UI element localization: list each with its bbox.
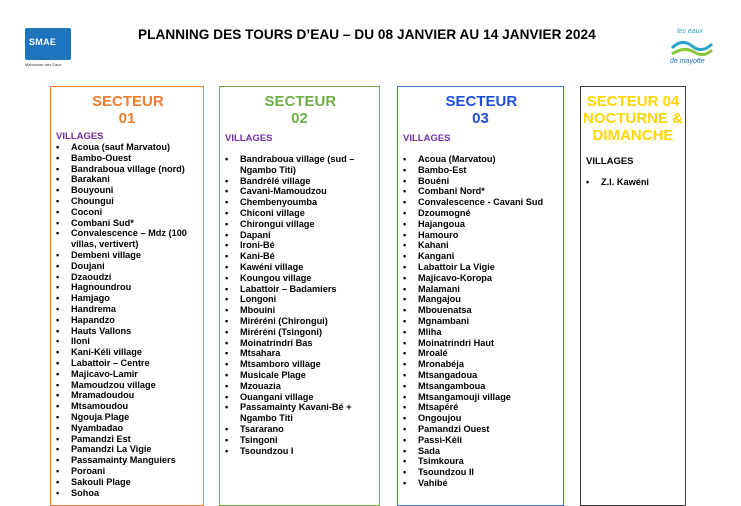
- village-name: Handrema: [71, 303, 116, 314]
- village-item: [220, 381, 379, 392]
- bullet-icon: •: [56, 142, 60, 152]
- bullet-icon: •: [225, 434, 229, 445]
- village-name: Mramadoudou: [71, 390, 135, 401]
- village-name: Kani-Kéli village: [71, 347, 142, 358]
- bullet-icon: •: [56, 476, 60, 487]
- village-item: [51, 358, 203, 369]
- bullet-icon: •: [225, 305, 229, 316]
- village-item: [51, 218, 203, 229]
- village-list: [581, 177, 685, 188]
- village-item: [398, 284, 563, 295]
- bullet-icon: •: [56, 444, 60, 455]
- bullet-icon: •: [403, 423, 407, 434]
- village-name: Barakani: [71, 174, 110, 185]
- village-list: [398, 154, 563, 489]
- village-item: [51, 347, 203, 358]
- village-name: Mtsangadoua: [418, 369, 478, 380]
- bullet-icon: •: [403, 218, 407, 229]
- bullet-icon: •: [56, 433, 60, 444]
- bullet-icon: •: [403, 294, 407, 305]
- bullet-icon: •: [403, 391, 407, 402]
- village-name: Musicale Plage: [240, 369, 306, 380]
- bullet-icon: •: [225, 186, 229, 197]
- bullet-icon: •: [56, 347, 60, 358]
- village-item: [398, 294, 563, 305]
- village-name: Acoua (Marvatou): [418, 154, 496, 164]
- village-item: [220, 186, 379, 197]
- bullet-icon: •: [56, 336, 60, 347]
- bullet-icon: •: [56, 422, 60, 433]
- village-name: Cavani-Mamoudzou: [240, 186, 327, 197]
- logo-text-top: les eaux: [677, 28, 704, 35]
- bullet-icon: •: [225, 391, 229, 402]
- sector-02-column: [219, 86, 380, 506]
- village-name: Pamandzi La Vigie: [71, 444, 152, 455]
- bullet-icon: •: [403, 315, 407, 326]
- village-item: [220, 294, 379, 305]
- bullet-icon: •: [56, 455, 60, 466]
- village-name: Mbouini: [240, 305, 276, 316]
- bullet-icon: •: [403, 197, 407, 208]
- village-item: [51, 164, 203, 175]
- bullet-icon: •: [225, 229, 229, 240]
- village-item: [220, 273, 379, 284]
- village-name: Chiconi village: [240, 207, 305, 218]
- village-item: [220, 424, 379, 435]
- village-name: Sakouli Plage: [71, 476, 131, 487]
- village-item: [51, 336, 203, 347]
- village-item: [51, 196, 203, 207]
- village-item: [398, 262, 563, 273]
- sector-04-column: [580, 86, 686, 506]
- bullet-icon: •: [56, 487, 60, 498]
- village-item: [398, 230, 563, 241]
- villages-label: VILLAGES: [403, 133, 451, 144]
- village-name: Dembeni village: [71, 249, 141, 260]
- page-title: PLANNING DES TOURS D’EAU – DU 08 JANVIER AU 14 JANVIER 2024: [138, 27, 596, 42]
- bullet-icon: •: [225, 359, 229, 370]
- bullet-icon: •: [225, 402, 229, 413]
- village-item: [398, 348, 563, 359]
- village-name: Mroalé: [418, 348, 448, 359]
- village-name: Kangani: [418, 251, 455, 262]
- village-item: [51, 401, 203, 412]
- village-name: Tsimkoura: [418, 456, 464, 467]
- bullet-icon: •: [403, 186, 407, 197]
- bullet-icon: •: [56, 303, 60, 314]
- village-item: [51, 207, 203, 218]
- bullet-icon: •: [225, 294, 229, 305]
- bullet-icon: •: [56, 174, 60, 185]
- bullet-icon: •: [403, 359, 407, 370]
- bullet-icon: •: [225, 251, 229, 262]
- village-name: Mangajou: [418, 294, 461, 305]
- village-name: Z.I. Kawéni: [601, 177, 649, 187]
- village-item: [398, 154, 563, 165]
- village-name: Ongoujou: [418, 413, 462, 424]
- bullet-icon: •: [56, 185, 60, 196]
- village-item: [398, 338, 563, 349]
- bullet-icon: •: [225, 175, 229, 186]
- village-item: [220, 316, 379, 327]
- sector-title: SECTEUR 04 NOCTURNE & DIMANCHE: [583, 93, 683, 144]
- bullet-icon: •: [403, 456, 407, 467]
- village-name: Ironi-Bé: [240, 240, 275, 251]
- bullet-icon: •: [225, 261, 229, 272]
- bullet-icon: •: [225, 272, 229, 283]
- sector-01-column: [50, 86, 204, 506]
- village-item: [398, 197, 563, 208]
- village-item: [220, 284, 379, 295]
- village-name: Combani Sud*: [71, 217, 134, 228]
- bullet-icon: •: [56, 325, 60, 336]
- village-name: Tsoundzou I: [240, 445, 294, 456]
- village-name: Kahani: [418, 240, 449, 251]
- village-item: [398, 456, 563, 467]
- village-name: Poroani: [71, 465, 106, 476]
- bullet-icon: •: [56, 271, 60, 282]
- village-item: [398, 186, 563, 197]
- village-item: [51, 423, 203, 434]
- village-item: [51, 369, 203, 380]
- bullet-icon: •: [403, 251, 407, 262]
- village-name: Bambo-Ouest: [71, 152, 132, 163]
- bullet-icon: •: [225, 348, 229, 359]
- village-name: Mtsamoudou: [71, 401, 129, 412]
- bullet-icon: •: [225, 283, 229, 294]
- village-name: Hamjago: [71, 293, 110, 304]
- bullet-icon: •: [56, 390, 60, 401]
- bullet-icon: •: [56, 379, 60, 390]
- village-name: Coconi: [71, 206, 103, 217]
- sector-03-column: [397, 86, 564, 506]
- village-item: [51, 174, 203, 185]
- bullet-icon: •: [403, 229, 407, 240]
- bullet-icon: •: [225, 154, 229, 164]
- village-item: [220, 208, 379, 219]
- village-item: [51, 142, 203, 153]
- bullet-icon: •: [586, 177, 590, 187]
- village-name: Mtsapéré: [418, 402, 459, 413]
- sector-title: SECTEUR 02: [264, 93, 337, 127]
- village-item: [220, 176, 379, 187]
- village-name: Pamandzi Ouest: [418, 423, 490, 434]
- villages-label: VILLAGES: [56, 131, 104, 142]
- bullet-icon: •: [403, 240, 407, 251]
- village-item: [220, 402, 379, 424]
- village-item: [398, 381, 563, 392]
- smae-logo: [25, 28, 73, 70]
- village-item: [51, 326, 203, 337]
- village-item: [220, 327, 379, 338]
- village-item: [51, 380, 203, 391]
- village-name: Convalescence – Mdz (100 villas, vertivert): [71, 228, 187, 250]
- village-name: Moinatrindri Bas: [240, 337, 313, 348]
- village-name: Moinatrindri Haut: [418, 337, 495, 348]
- village-item: [51, 304, 203, 315]
- village-name: Bandraboua village (sud – Ngambo Titi): [240, 154, 355, 175]
- village-item: [51, 455, 203, 466]
- village-item: [398, 402, 563, 413]
- bullet-icon: •: [56, 249, 60, 260]
- village-item: [51, 390, 203, 401]
- village-item: [398, 219, 563, 230]
- village-name: Nyambadao: [71, 422, 124, 433]
- village-item: [51, 185, 203, 196]
- smae-logo-subtitle: Mahoraise des Eaux: [25, 62, 62, 67]
- bullet-icon: •: [403, 272, 407, 283]
- bullet-icon: •: [403, 467, 407, 478]
- village-name: Hamouro: [418, 229, 459, 240]
- village-item: [398, 316, 563, 327]
- village-item: [581, 177, 685, 188]
- village-name: Labattoir La Vigie: [418, 261, 495, 272]
- village-name: Bandrélé village: [240, 175, 311, 186]
- village-name: Dzaoudzi: [71, 271, 112, 282]
- bullet-icon: •: [225, 218, 229, 229]
- village-item: [220, 240, 379, 251]
- village-name: Passamainty Kavani-Bé + Ngambo Titi: [240, 402, 352, 424]
- bullet-icon: •: [56, 195, 60, 206]
- village-item: [220, 338, 379, 349]
- village-name: Majicavo-Lamir: [71, 368, 138, 379]
- bullet-icon: •: [403, 154, 407, 164]
- village-name: Pamandzi Est: [71, 433, 131, 444]
- bullet-icon: •: [56, 206, 60, 217]
- village-item: [398, 424, 563, 435]
- village-item: [220, 370, 379, 381]
- village-item: [398, 478, 563, 489]
- bullet-icon: •: [225, 445, 229, 456]
- villages-label: VILLAGES: [225, 133, 273, 144]
- village-name: Dzoumogné: [418, 207, 471, 218]
- village-item: [51, 488, 203, 499]
- sector-title: SECTEUR 01: [92, 93, 164, 127]
- bullet-icon: •: [403, 402, 407, 413]
- bullet-icon: •: [403, 445, 407, 456]
- bullet-icon: •: [225, 380, 229, 391]
- village-name: Sohoa: [71, 487, 100, 498]
- village-name: Tsararano: [240, 423, 284, 434]
- bullet-icon: •: [403, 434, 407, 445]
- village-item: [51, 466, 203, 477]
- village-name: Majicavo-Koropa: [418, 272, 493, 283]
- village-name: Longoni: [240, 294, 277, 305]
- bullet-icon: •: [56, 282, 60, 293]
- smae-logo-text: SMAE: [29, 37, 57, 47]
- village-name: Acoua (sauf Marvatou): [71, 142, 171, 152]
- village-name: Kawéni village: [240, 261, 304, 272]
- village-name: Chembenyoumba: [240, 197, 318, 208]
- village-name: Kani-Bé: [240, 251, 275, 262]
- bullet-icon: •: [56, 411, 60, 422]
- bullet-icon: •: [225, 326, 229, 337]
- village-item: [220, 251, 379, 262]
- village-item: [51, 272, 203, 283]
- bullet-icon: •: [225, 207, 229, 218]
- village-item: [51, 282, 203, 293]
- village-item: [220, 359, 379, 370]
- bullet-icon: •: [56, 228, 60, 239]
- bullet-icon: •: [403, 337, 407, 348]
- village-name: Hauts Vallons: [71, 325, 132, 336]
- village-item: [220, 392, 379, 403]
- village-name: Hajangoua: [418, 218, 465, 229]
- village-item: [51, 250, 203, 261]
- village-name: Mtsangamboua: [418, 380, 486, 391]
- village-name: Bandraboua village (nord): [71, 163, 185, 174]
- village-name: Convalescence - Cavani Sud: [418, 197, 544, 208]
- bullet-icon: •: [56, 357, 60, 368]
- bullet-icon: •: [56, 314, 60, 325]
- bullet-icon: •: [56, 152, 60, 163]
- village-name: Labattoir – Badamiers: [240, 283, 337, 294]
- village-name: Passi-Kéli: [418, 434, 462, 445]
- village-name: Bambo-Est: [418, 164, 467, 175]
- village-item: [398, 305, 563, 316]
- village-item: [220, 230, 379, 241]
- village-item: [398, 446, 563, 457]
- village-item: [398, 240, 563, 251]
- bullet-icon: •: [403, 261, 407, 272]
- village-name: Mtsamboro village: [240, 359, 321, 370]
- village-name: Miréréni (Tsingoni): [240, 326, 323, 337]
- village-item: [398, 165, 563, 176]
- logo-text-bottom: de mayotte: [670, 58, 705, 65]
- bullet-icon: •: [225, 423, 229, 434]
- village-name: Mtsahara: [240, 348, 281, 359]
- village-item: [220, 262, 379, 273]
- bullet-icon: •: [403, 164, 407, 175]
- village-item: [398, 467, 563, 478]
- village-name: Mamoudzou village: [71, 379, 156, 390]
- village-name: Ouangani village: [240, 391, 314, 402]
- villages-label: VILLAGES: [586, 156, 634, 167]
- sector-title: SECTEUR 03: [445, 93, 518, 127]
- bullet-icon: •: [56, 260, 60, 271]
- village-item: [398, 327, 563, 338]
- village-item: [220, 435, 379, 446]
- village-item: [398, 251, 563, 262]
- bullet-icon: •: [56, 217, 60, 228]
- village-name: Mronabéja: [418, 359, 464, 370]
- village-item: [398, 208, 563, 219]
- bullet-icon: •: [225, 197, 229, 208]
- village-list: [220, 154, 379, 456]
- village-name: Iloni: [71, 336, 90, 347]
- village-name: Miréréni (Chirongui): [240, 315, 328, 326]
- bullet-icon: •: [403, 413, 407, 424]
- village-item: [220, 305, 379, 316]
- village-list: [51, 142, 203, 498]
- bullet-icon: •: [56, 293, 60, 304]
- bullet-icon: •: [56, 368, 60, 379]
- village-item: [51, 412, 203, 423]
- bullet-icon: •: [56, 163, 60, 174]
- village-item: [51, 315, 203, 326]
- village-item: [51, 434, 203, 445]
- bullet-icon: •: [403, 175, 407, 186]
- bullet-icon: •: [225, 369, 229, 380]
- village-name: Hagnoundrou: [71, 282, 132, 293]
- bullet-icon: •: [56, 401, 60, 412]
- bullet-icon: •: [225, 240, 229, 251]
- village-item: [220, 348, 379, 359]
- village-name: Mzouazia: [240, 380, 281, 391]
- village-name: Tsoundzou II: [418, 467, 474, 478]
- village-item: [220, 154, 379, 176]
- village-item: [51, 228, 203, 250]
- bullet-icon: •: [225, 337, 229, 348]
- village-name: Tsingoni: [240, 434, 278, 445]
- village-name: Mtsangamouji village: [418, 391, 511, 402]
- bullet-icon: •: [403, 477, 407, 488]
- village-item: [398, 435, 563, 446]
- village-name: Vahibé: [418, 477, 448, 488]
- bullet-icon: •: [225, 315, 229, 326]
- bullet-icon: •: [403, 326, 407, 337]
- village-item: [398, 370, 563, 381]
- village-name: Ngouja Plage: [71, 411, 130, 422]
- bullet-icon: •: [56, 465, 60, 476]
- village-item: [51, 444, 203, 455]
- village-name: Passamainty Manguiers: [71, 455, 176, 466]
- bullet-icon: •: [403, 283, 407, 294]
- bullet-icon: •: [403, 380, 407, 391]
- village-item: [398, 413, 563, 424]
- bullet-icon: •: [403, 305, 407, 316]
- bullet-icon: •: [403, 369, 407, 380]
- village-item: [51, 293, 203, 304]
- village-name: Malamani: [418, 283, 460, 294]
- village-name: Mliha: [418, 326, 442, 337]
- village-item: [220, 219, 379, 230]
- village-name: Koungou village: [240, 272, 312, 283]
- village-item: [398, 359, 563, 370]
- village-name: Hapandzo: [71, 314, 115, 325]
- village-item: [398, 392, 563, 403]
- village-item: [220, 197, 379, 208]
- village-name: Dapani: [240, 229, 271, 240]
- village-name: Doujani: [71, 260, 105, 271]
- bullet-icon: •: [403, 348, 407, 359]
- village-name: Labattoir – Centre: [71, 357, 150, 368]
- village-item: [398, 176, 563, 187]
- village-item: [398, 273, 563, 284]
- village-name: Mgnambani: [418, 315, 470, 326]
- bullet-icon: •: [403, 207, 407, 218]
- village-name: Choungui: [71, 195, 114, 206]
- eaux-de-mayotte-logo: [668, 28, 716, 72]
- village-item: [51, 153, 203, 164]
- village-name: Chirongui village: [240, 218, 315, 229]
- village-name: Bouéni: [418, 175, 450, 186]
- village-item: [51, 261, 203, 272]
- village-name: Mbouenatsa: [418, 305, 472, 316]
- village-name: Combani Nord*: [418, 186, 485, 197]
- village-name: Bouyouni: [71, 185, 114, 196]
- village-item: [220, 446, 379, 457]
- village-name: Sada: [418, 445, 440, 456]
